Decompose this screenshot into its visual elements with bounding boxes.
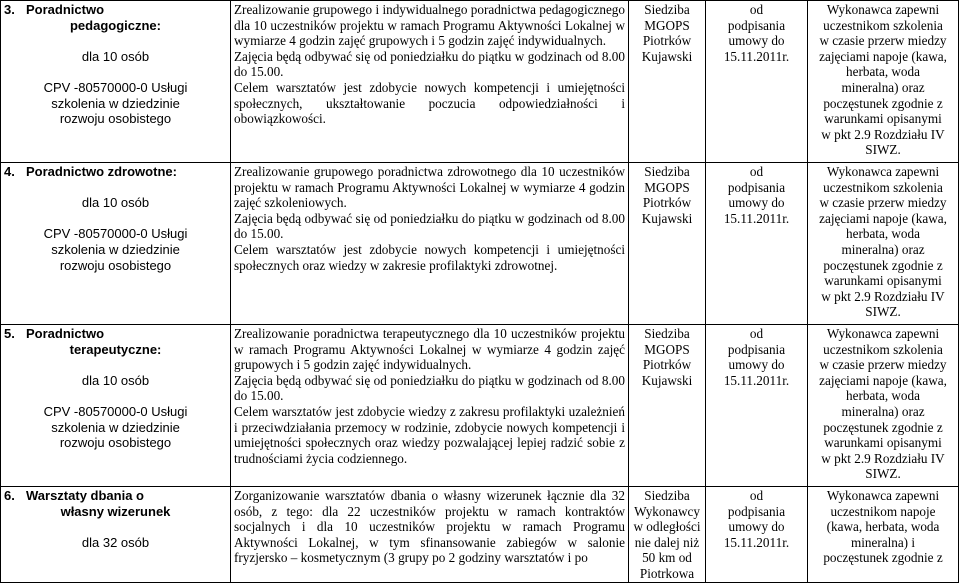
table-row [1,163,959,325]
table-row [1,1,959,163]
description-cell [231,163,629,325]
term-cell: od podpisania umowy do 15.11.2011r. [706,487,808,583]
description-paragraph: Zrealizowanie grupowego poradnictwa zdrowotnego dla 10 uczestników projektu w ramach Programu Aktywności Lokalnej w wymiarze 4 godzin zajęć szkoleniowych. [234,164,625,211]
description-paragraph: Zajęcia będą odbywać się od poniedziałku do piątku w godzinach od 8.00 do 15.00. [234,372,625,404]
place-cell: Siedziba MGOPS Piotrków Kujawski [629,163,706,325]
place-cell: Siedziba MGOPS Piotrków Kujawski [629,1,706,163]
place-cell: Siedziba MGOPS Piotrków Kujawski [629,325,706,487]
description-cell [231,1,629,163]
service-title: 5. Poradnictwo [4,326,105,341]
term-cell: od podpisania umowy do 15.11.2011r. [706,163,808,325]
service-title: 6. Warsztaty dbania o [4,488,144,503]
description-paragraph: Celem warsztatów jest zdobycie nowych kompetencji i umiejętności społecznych oraz wiedzy w zakresie profilaktyki zdrowotnej. [234,241,625,273]
table-row [1,487,959,583]
service-name-cell: 5. Poradnictwo terapeutyczne: dla 10 osób CPV -80570000-0 Usługi szkolenia w dziedzinie rozwoju osobistego [1,325,231,487]
description-paragraph: Zorganizowanie warsztatów dbania o własny wizerunek łącznie dla 32 osób, z tego: dla 22 uczestników projektu w ramach kontraktów socjalnych i dla 10 uczestników projektu w ramach Programu Aktywności Lokalnej, w tym sfinansowanie zabiegów w salonie fryzjersko – kosmetycznym (3 grupy po 2 godziny warsztatów i po [234,488,625,566]
participants: dla 32 osób [81,534,150,550]
payment-cell: Wykonawca zapewni uczestnikom szkolenia w czasie przerw miedzy zajęciami napoje (kawa, herbata, woda mineralna) oraz poczęstunek zgodnie z warunkami opisanymi w pkt 2.9 Rozdziału IV SIWZ. [808,1,959,163]
service-title: 3. Poradnictwo [4,2,105,17]
description-paragraph: Zajęcia będą odbywać się od poniedziałku do piątku w godzinach od 8.00 do 15.00. [234,48,625,80]
description-paragraph: Celem warsztatów jest zdobycie nowych kompetencji i umiejętności społecznych, ukształtowanie poczucia odpowiedziałności i obowiązkowości. [234,79,625,127]
service-name-cell: 3. Poradnictwo pedagogiczne: dla 10 osób CPV -80570000-0 Usługi szkolenia w dziedzinie rozwoju osobistego [1,1,231,163]
table-row [1,325,959,487]
cpv-code: CPV -80570000-0 Usługi [43,226,188,242]
description-paragraph: Zajęcia będą odbywać się od poniedziałku do piątku w godzinach od 8.00 do 15.00. [234,210,625,242]
description-paragraph: Zrealizowanie grupowego i indywidualnego poradnictwa pedagogicznego dla 10 uczestników projektu w ramach Programu Aktywności Lokalnej w wymiarze 4 godzin zajęć grupowych i 5 godzin zajęć indywidualnych. [234,2,625,49]
service-title: 4. Poradnictwo zdrowotne: [4,164,177,179]
service-name-cell: 6. Warsztaty dbania o własny wizerunek dla 32 osób [1,487,231,583]
payment-cell: Wykonawca zapewni uczestnikom szkolenia w czasie przerw miedzy zajęciami napoje (kawa, herbata, woda mineralna) oraz poczęstunek zgodnie z warunkami opisanymi w pkt 2.9 Rozdziału IV SIWZ. [808,325,959,487]
place-cell: Siedziba Wykonawcy w odległości nie dalej niż 50 km od Piotrkowa [629,487,706,583]
term-cell: od podpisania umowy do 15.11.2011r. [706,1,808,163]
description-cell [231,325,629,487]
payment-cell: Wykonawca zapewni uczestnikom napoje (kawa, herbata, woda mineralna) i poczęstunek zgodnie z [808,487,959,583]
description-paragraph: Celem warsztatów jest zdobycie wiedzy z zakresu profilaktyki uzależnień i przeciwdziałania przemocy w rodzinie, zdobycie nowych kompetencji i umiejętności społecznych oraz wiedzy pozwalającej lepiej radzić sobie z trudnościami życia codziennego. [234,403,625,466]
participants: dla 10 osób [81,372,150,388]
description-cell [231,487,629,583]
cpv-code: CPV -80570000-0 Usługi [43,403,188,419]
participants: dla 10 osób [81,195,150,211]
term-cell: od podpisania umowy do 15.11.2011r. [706,325,808,487]
participants: dla 10 osób [81,48,150,64]
service-name-cell: 4. Poradnictwo zdrowotne: dla 10 osób CPV -80570000-0 Usługi szkolenia w dziedzinie rozwoju osobistego [1,163,231,325]
payment-cell: Wykonawca zapewni uczestnikom szkolenia w czasie przerw miedzy zajęciami napoje (kawa, herbata, woda mineralna) oraz poczęstunek zgodnie z warunkami opisanymi w pkt 2.9 Rozdziału IV SIWZ. [808,163,959,325]
cpv-code: CPV -80570000-0 Usługi [43,79,188,95]
description-paragraph: Zrealizowanie poradnictwa terapeutycznego dla 10 uczestników projektu w ramach Programu Aktywności Lokalnej w wymiarze 4 godzin zajęć grupowych i 5 godzin zajęć indywidualnych. [234,326,625,373]
